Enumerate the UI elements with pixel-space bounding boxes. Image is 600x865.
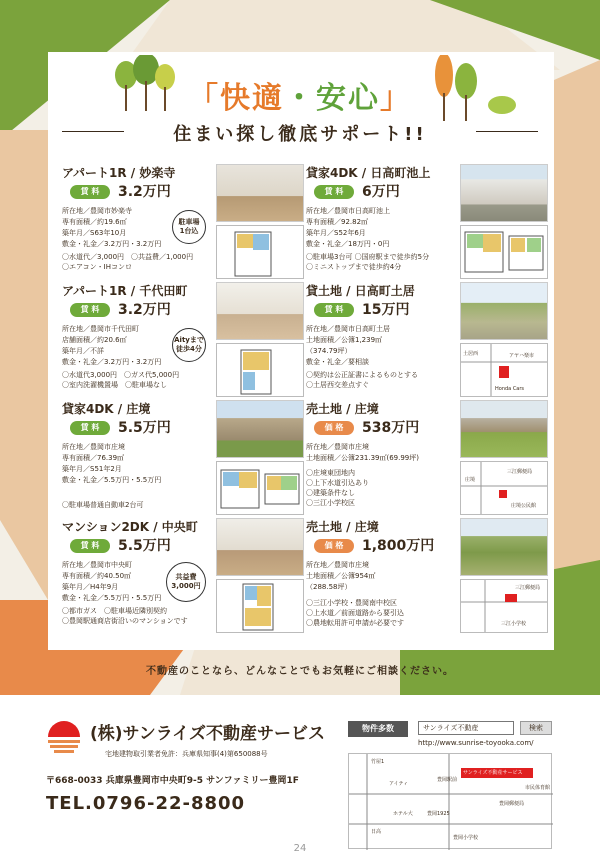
location-map[interactable] [460, 343, 548, 397]
detail-line: 店舗面積／約20.6㎡ [62, 336, 127, 344]
company-name: (株)サンライズ不動産サービス [90, 724, 326, 744]
listing-photo[interactable] [460, 282, 548, 340]
subtitle: 住まい探し徹底サポート!! [173, 124, 427, 145]
listing-photo[interactable] [460, 518, 548, 576]
listing-features [306, 468, 456, 508]
detail-line: 築年月／S63年10月 [62, 229, 127, 237]
floor-plan[interactable] [216, 579, 304, 633]
detail-line: 所在地／豊岡市千代田町 [62, 325, 139, 333]
office-map[interactable] [348, 753, 552, 849]
feature-line: 〇土居西交差点すぐ [306, 381, 369, 389]
detail-line: （288.58坪） [306, 583, 352, 591]
listing-card[interactable] [62, 164, 310, 282]
listing-card[interactable] [306, 400, 554, 518]
search-box[interactable]: サンライズ不動産 [418, 721, 514, 735]
feature-line: 〇建築条件なし [306, 489, 355, 497]
listing-features [306, 252, 456, 272]
feature-line: 〇水道代3,000円 〇ガス代5,000円 [62, 371, 180, 379]
map-label: 日高 [371, 829, 382, 835]
map-label: アヤハ楽市 [509, 353, 535, 359]
map-label: 竹屋1 [371, 759, 385, 765]
parking-bubble: 駐車場 1台込 [172, 210, 206, 244]
detail-line: 所在地／豊岡市庄境 [306, 561, 369, 569]
price-label: 賃 料 [314, 185, 354, 199]
feature-line: 〇エアコン・IHコンロ [62, 263, 132, 271]
listing-details [62, 442, 212, 486]
detail-line: 専有面積／76.39㎡ [62, 454, 125, 462]
listing-card[interactable] [62, 518, 310, 636]
price: 5.5万円 [118, 538, 171, 554]
detail-line: 築年月／H4年9月 [62, 583, 119, 591]
detail-line: 所在地／豊岡市庄境 [306, 443, 369, 451]
detail-line: 所在地／豊岡市中央町 [62, 561, 132, 569]
detail-line: 敷金・礼金／18万円・0円 [306, 240, 390, 248]
feature-line: 〇上下水道引込あり [306, 479, 369, 487]
sun-logo-icon [46, 715, 82, 755]
map-label: ホテル大 [393, 811, 413, 817]
page-number: 24 [293, 843, 307, 854]
detail-line: （374.79坪） [306, 347, 352, 355]
map-label: 三江郵便局 [515, 585, 541, 591]
listing-details [306, 442, 456, 464]
listing-photo[interactable] [460, 400, 548, 458]
listing-card[interactable] [306, 164, 554, 282]
floor-plan[interactable] [216, 461, 304, 515]
listing-features [62, 370, 212, 390]
location-map[interactable] [460, 579, 548, 633]
listing-features [62, 252, 212, 272]
map-label: 豊岡小学校 [453, 835, 479, 841]
listing-details [306, 324, 456, 368]
listing-name: 売土地 / 庄境 [306, 402, 379, 416]
detail-line: 敷金・礼金／要相談 [306, 358, 369, 366]
listing-features [62, 606, 212, 626]
price: 5.5万円 [118, 420, 171, 436]
listing-details [306, 206, 456, 250]
feature-line: 〇上水道／前面道路から要引込 [306, 609, 404, 617]
detail-line: 敷金・礼金／3.2万円・3.2万円 [62, 358, 162, 366]
detail-line: 所在地／豊岡市日高町土居 [306, 325, 390, 333]
feature-line: 〇駐車場3台可 〇国府駅まで徒歩約5分 [306, 253, 430, 261]
listing-photo[interactable] [216, 518, 304, 576]
price-label: 価 格 [314, 539, 354, 553]
map-label: 三江小学校 [501, 621, 527, 627]
map-label: 豊岡駅前 [437, 777, 458, 783]
price: 3.2万円 [118, 184, 171, 200]
listing-photo[interactable] [216, 400, 304, 458]
detail-line: 築年月／S51年2月 [62, 465, 122, 473]
listing-name: マンション2DK / 中央町 [62, 520, 198, 534]
detail-line: 専有面積／約19.6㎡ [62, 218, 127, 226]
detail-line: 所在地／豊岡市庄境 [62, 443, 125, 451]
headline-word-comfort: 快適 [220, 81, 284, 116]
map-label: アイティ [389, 781, 409, 787]
map-label: 三江郵便局 [507, 469, 533, 475]
website-url[interactable]: http://www.sunrise-toyooka.com/ [418, 739, 534, 747]
headline [0, 73, 600, 117]
map-label: サンライズ不動産サービス [463, 770, 523, 776]
detail-line: 敷金・礼金／5.5万円・5.5万円 [62, 476, 162, 484]
price-label: 賃 料 [70, 185, 110, 199]
feature-line: 〇水道代／3,000円 〇共益費／1,000円 [62, 253, 194, 261]
feature-line: 〇三江小学校区 [306, 499, 355, 507]
detail-line: 専有面積／約40.50㎡ [62, 572, 132, 580]
property-count-label: 物件多数 [348, 721, 408, 737]
map-label: 庄境公民館 [511, 503, 537, 509]
license-number: 宅地建物取引業者免許：兵庫県知事(4)第650088号 [105, 750, 268, 758]
detail-line: 所在地／豊岡市妙楽寺 [62, 207, 132, 215]
floor-plan[interactable] [216, 225, 304, 279]
listing-features [306, 370, 456, 390]
headline-dot: ・ [284, 81, 316, 116]
feature-line: 〇庄境東団地内 [306, 469, 355, 477]
price: 1,800万円 [362, 538, 435, 554]
company-address: 〒668-0033 兵庫県豊岡市中央町9-5 サンファミリー豊岡1F [46, 776, 299, 786]
detail-line: 築年月／S52年6月 [306, 229, 366, 237]
listing-name: アパート1R / 千代田町 [62, 284, 188, 298]
detail-line: 専有面積／92.82㎡ [306, 218, 369, 226]
headline-bracket-open: 「 [188, 81, 220, 116]
listing-card[interactable] [306, 282, 554, 400]
listing-photo[interactable] [460, 164, 548, 222]
map-label: Honda Cars [495, 386, 525, 392]
listing-features [62, 500, 212, 510]
listing-name: 売土地 / 庄境 [306, 520, 379, 534]
feature-line: 〇契約は公正証書によるものとする [306, 371, 418, 379]
footer [0, 695, 600, 865]
price: 6万円 [362, 184, 400, 200]
detail-line: 敷金・礼金／3.2万円・3.2万円 [62, 240, 162, 248]
location-map[interactable] [460, 461, 548, 515]
feature-line: 〇豊岡駅通商店街沿いのマンションです [62, 617, 188, 625]
listing-features [306, 598, 456, 628]
fee-bubble: 共益費 3,000円 [166, 562, 206, 602]
detail-line: 敷金・礼金／5.5万円・5.5万円 [62, 594, 162, 602]
headline-word-safety: 安心 [316, 81, 380, 116]
map-label: 豊岡1925 [427, 811, 450, 817]
consultation-message: 不動産のことなら、どんなことでもお気軽にご相談ください。 [146, 666, 454, 677]
price: 15万円 [362, 302, 410, 318]
headline-bracket-close: 」 [380, 81, 412, 116]
price-label: 価 格 [314, 421, 354, 435]
price-label: 賃 料 [70, 303, 110, 317]
feature-line: 〇ミニストップまで徒歩約4分 [306, 263, 402, 271]
map-label: 土居西 [463, 351, 479, 357]
map-label: 庄境 [465, 477, 476, 483]
search-button[interactable]: 検索 [520, 721, 552, 735]
feature-line: 〇駐車場普通自動車2台可 [62, 501, 144, 509]
price: 3.2万円 [118, 302, 171, 318]
detail-line: 土地面積／公簿1,239㎡ [306, 336, 383, 344]
listing-photo[interactable] [216, 282, 304, 340]
listing-card[interactable] [62, 400, 310, 518]
listing-card[interactable] [306, 518, 554, 636]
price-label: 賃 料 [314, 303, 354, 317]
detail-line: 築年月／不詳 [62, 347, 104, 355]
detail-line: 土地面積／公簿231.39㎡(69.99坪) [306, 454, 419, 462]
listing-name: 貸土地 / 日高町土居 [306, 284, 415, 298]
listing-details [306, 560, 456, 593]
floor-plan[interactable] [216, 343, 304, 397]
price-label: 賃 料 [70, 421, 110, 435]
listing-photo[interactable] [216, 164, 304, 222]
listing-name: 貸家4DK / 庄境 [62, 402, 151, 416]
detail-line: 所在地／豊岡市日高町池上 [306, 207, 390, 215]
phone-number[interactable]: TEL.0796-22-8800 [46, 793, 246, 814]
price-label: 賃 料 [70, 539, 110, 553]
map-label: 豊岡郵便局 [499, 801, 525, 807]
listing-name: アパート1R / 妙楽寺 [62, 166, 176, 180]
map-label: 市民体育館 [525, 785, 551, 791]
feature-line: 〇都市ガス 〇駐車場近隣別契約 [62, 607, 167, 615]
feature-line: 〇室内洗濯機置場 〇駐車場なし [62, 381, 167, 389]
floor-plan[interactable] [460, 225, 548, 279]
detail-line: 土地面積／公簿954㎡ [306, 572, 376, 580]
listing-card[interactable] [62, 282, 310, 400]
feature-line: 〇農地転用許可申請が必要です [306, 619, 404, 627]
price: 538万円 [362, 420, 420, 436]
walk-time-bubble: Aityまで 徒歩4分 [172, 328, 206, 362]
feature-line: 〇三江小学校・豊岡南中校区 [306, 599, 397, 607]
listing-name: 貸家4DK / 日高町池上 [306, 166, 431, 180]
